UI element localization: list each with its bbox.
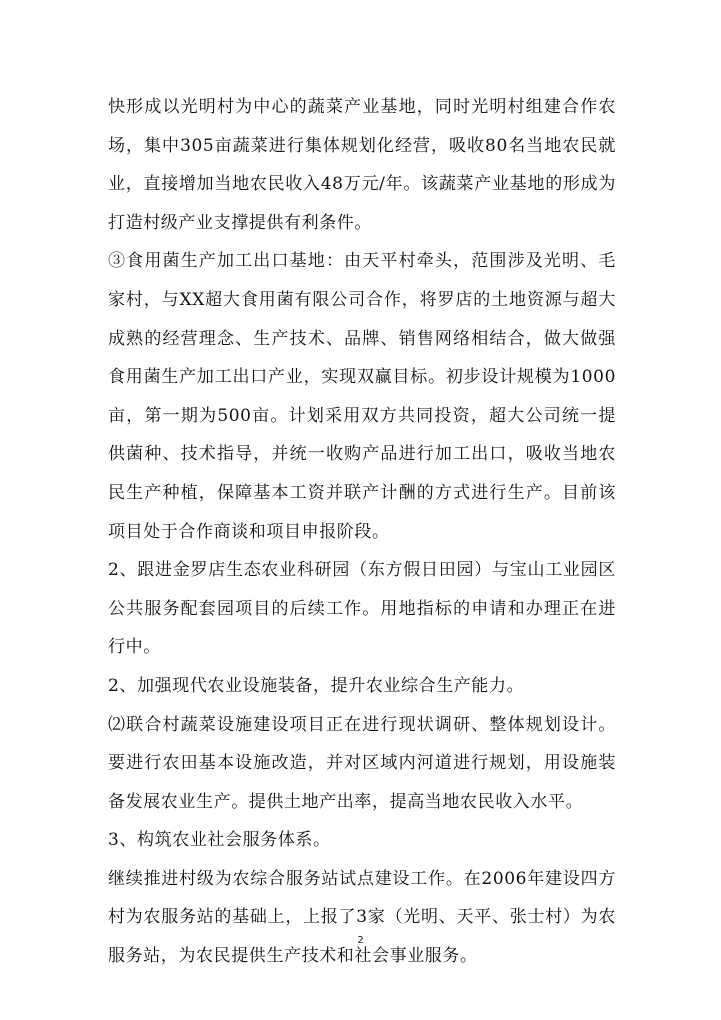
paragraph-service-stations: 继续推进村级为农综合服务站试点建设工作。在2006年建设四方村为农服务站的基础上，上报了3家（光明、天平、张士村）为农服务站，为农民提供生产技术和社会事业服务。 [108, 868, 616, 967]
paragraph-research-park: 2、跟进金罗店生态农业科研园（东方假日田园）与宝山工业园区公共服务配套园项目的后续工作。用地指标的申请和办理正在进行中。 [108, 560, 616, 658]
paragraph-vegetable-base: 快形成以光明村为中心的蔬菜产业基地，同时光明村组建合作农场，集中305亩蔬菜进行集体规划化经营，吸收80名当地农民就业，直接增加当地农民收入48万元/年。该蔬菜产业基地的形成为打造村级产业支撑提供有利条件。 [108, 97, 616, 233]
paragraph-lianhe-village: ⑵联合村蔬菜设施建设项目正在进行现状调研、整体规划设计。要进行农田基本设施改造，并对区域内河道进行规划，用设施装备发展农业生产。提供土地产出率，提高当地农民收入水平。 [108, 714, 616, 812]
heading-service-system: 3、构筑农业社会服务体系。 [108, 830, 331, 851]
heading-facility-equipment: 2、加强现代农业设施装备，提升农业综合生产能力。 [108, 675, 525, 696]
page-number: 2 [357, 935, 364, 946]
body-text [108, 88, 616, 976]
paragraph-mushroom-base: ③食用菌生产加工出口基地：由天平村牵头，范围涉及光明、毛家村，与XX超大食用菌有限公司合作，将罗店的土地资源与超大成熟的经营理念、生产技术、品牌、销售网络相结合，做大做强食用菌生产加工出口产业，实现双赢目标。初步设计规模为1000亩，第一期为500亩。计划采用双方共同投资，超大公司统一提供菌种、技术指导，并统一收购产品进行加工出口，吸收当地农民生产种植，保障基本工资并联产计酬的方式进行生产。目前该项目处于合作商谈和项目申报阶段。 [108, 251, 616, 542]
